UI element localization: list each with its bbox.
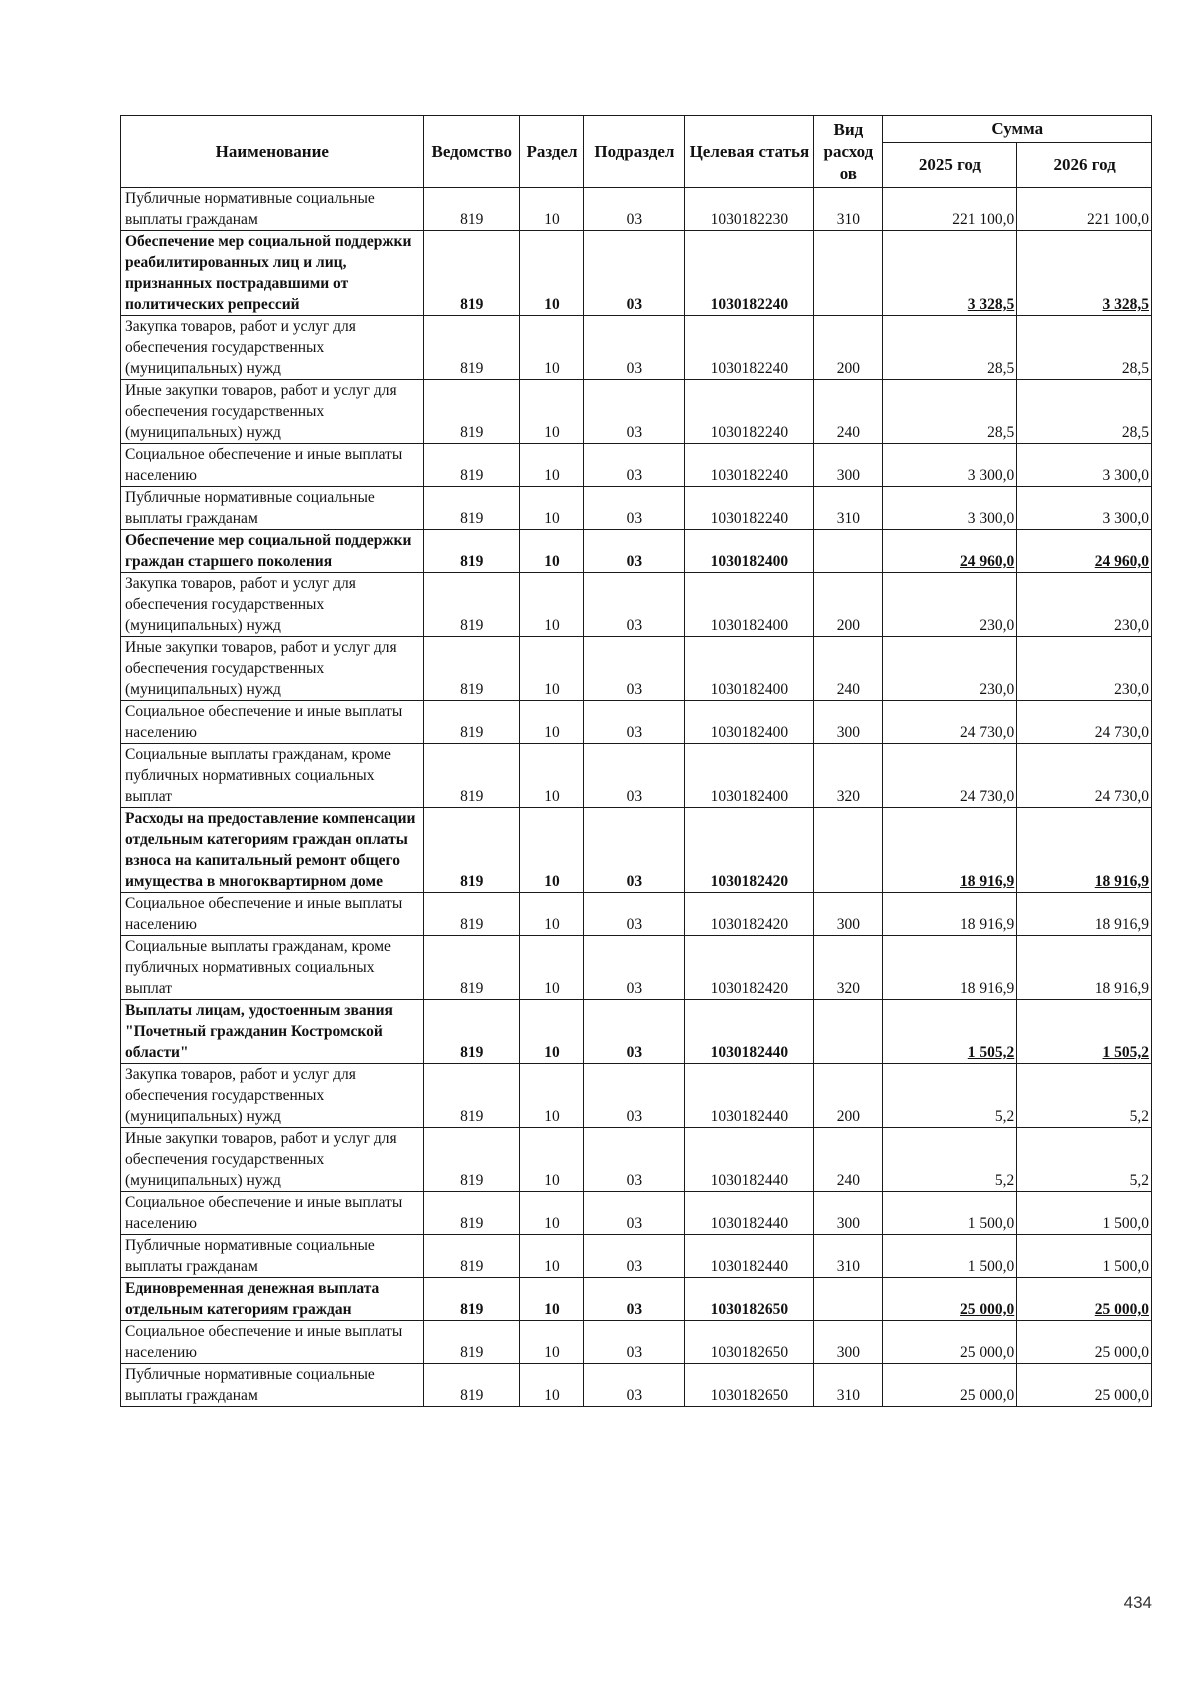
row-target: 1030182650 xyxy=(684,1321,814,1364)
row-subsection: 03 xyxy=(584,530,685,573)
row-amount-2025: 18 916,9 xyxy=(882,893,1017,936)
table-row xyxy=(121,573,1152,637)
row-target: 1030182400 xyxy=(684,530,814,573)
table-row xyxy=(121,380,1152,444)
table-row xyxy=(121,1321,1152,1364)
header-row-1 xyxy=(121,116,1152,143)
row-name: Социальное обеспечение и иные выплаты населению xyxy=(121,893,424,936)
row-expense-type: 300 xyxy=(814,1321,882,1364)
row-subsection: 03 xyxy=(584,1321,685,1364)
row-name: Социальные выплаты гражданам, кроме публичных нормативных социальных выплат xyxy=(121,936,424,1000)
row-dept: 819 xyxy=(423,1321,519,1364)
row-amount-2025: 3 328,5 xyxy=(882,231,1017,316)
row-name: Закупка товаров, работ и услуг для обеспечения государственных (муниципальных) нужд xyxy=(121,1064,424,1128)
header-dept: Ведомство xyxy=(423,116,519,188)
row-subsection: 03 xyxy=(584,744,685,808)
table-row xyxy=(121,1364,1152,1407)
table-row xyxy=(121,936,1152,1000)
row-amount-2025: 3 300,0 xyxy=(882,487,1017,530)
row-target: 1030182440 xyxy=(684,1000,814,1064)
row-amount-2026: 3 300,0 xyxy=(1017,444,1152,487)
row-dept: 819 xyxy=(423,744,519,808)
row-dept: 819 xyxy=(423,1064,519,1128)
row-amount-2026: 230,0 xyxy=(1017,573,1152,637)
row-expense-type: 320 xyxy=(814,936,882,1000)
row-subsection: 03 xyxy=(584,808,685,893)
row-target: 1030182240 xyxy=(684,231,814,316)
table-row xyxy=(121,487,1152,530)
row-section: 10 xyxy=(519,1192,583,1235)
row-target: 1030182650 xyxy=(684,1364,814,1407)
row-expense-type: 310 xyxy=(814,188,882,231)
row-target: 1030182240 xyxy=(684,316,814,380)
row-section: 10 xyxy=(519,701,583,744)
table-row xyxy=(121,701,1152,744)
row-amount-2025: 24 730,0 xyxy=(882,701,1017,744)
row-dept: 819 xyxy=(423,380,519,444)
row-section: 10 xyxy=(519,316,583,380)
row-dept: 819 xyxy=(423,1192,519,1235)
page-number: 434 xyxy=(1123,1593,1152,1612)
row-target: 1030182440 xyxy=(684,1064,814,1128)
row-name: Иные закупки товаров, работ и услуг для обеспечения государственных (муниципальных) нужд xyxy=(121,380,424,444)
row-subsection: 03 xyxy=(584,637,685,701)
row-subsection: 03 xyxy=(584,316,685,380)
row-section: 10 xyxy=(519,231,583,316)
row-target: 1030182650 xyxy=(684,1278,814,1321)
row-amount-2025: 1 505,2 xyxy=(882,1000,1017,1064)
row-subsection: 03 xyxy=(584,1192,685,1235)
table-row xyxy=(121,444,1152,487)
row-expense-type: 310 xyxy=(814,487,882,530)
row-name: Закупка товаров, работ и услуг для обеспечения государственных (муниципальных) нужд xyxy=(121,573,424,637)
row-expense-type: 300 xyxy=(814,893,882,936)
budget-table xyxy=(120,115,1152,1407)
row-name: Публичные нормативные социальные выплаты гражданам xyxy=(121,1235,424,1278)
row-name: Единовременная денежная выплата отдельным категориям граждан xyxy=(121,1278,424,1321)
header-2026: 2026 год xyxy=(1017,143,1152,188)
row-dept: 819 xyxy=(423,1000,519,1064)
table-body xyxy=(121,188,1152,1407)
row-subsection: 03 xyxy=(584,1128,685,1192)
row-dept: 819 xyxy=(423,316,519,380)
table-row xyxy=(121,1235,1152,1278)
table-row xyxy=(121,231,1152,316)
row-expense-type xyxy=(814,231,882,316)
row-expense-type: 200 xyxy=(814,316,882,380)
table-row xyxy=(121,530,1152,573)
row-dept: 819 xyxy=(423,1364,519,1407)
row-subsection: 03 xyxy=(584,573,685,637)
row-amount-2025: 24 730,0 xyxy=(882,744,1017,808)
row-section: 10 xyxy=(519,530,583,573)
row-name: Обеспечение мер социальной поддержки граждан старшего поколения xyxy=(121,530,424,573)
row-target: 1030182400 xyxy=(684,701,814,744)
row-section: 10 xyxy=(519,637,583,701)
row-amount-2026: 24 960,0 xyxy=(1017,530,1152,573)
row-expense-type: 200 xyxy=(814,1064,882,1128)
header-target: Целевая статья xyxy=(684,116,814,188)
header-sum: Сумма xyxy=(882,116,1151,143)
row-subsection: 03 xyxy=(584,1364,685,1407)
row-name: Закупка товаров, работ и услуг для обеспечения государственных (муниципальных) нужд xyxy=(121,316,424,380)
row-target: 1030182240 xyxy=(684,487,814,530)
row-name: Социальное обеспечение и иные выплаты населению xyxy=(121,1321,424,1364)
row-expense-type xyxy=(814,1000,882,1064)
row-expense-type: 310 xyxy=(814,1364,882,1407)
row-name: Обеспечение мер социальной поддержки реабилитированных лиц и лиц, признанных пострадавшими от политических репрессий xyxy=(121,231,424,316)
table-row xyxy=(121,188,1152,231)
row-dept: 819 xyxy=(423,808,519,893)
row-expense-type: 320 xyxy=(814,744,882,808)
row-amount-2026: 18 916,9 xyxy=(1017,808,1152,893)
row-expense-type: 200 xyxy=(814,573,882,637)
row-name: Публичные нормативные социальные выплаты гражданам xyxy=(121,1364,424,1407)
table-row xyxy=(121,1278,1152,1321)
table-row xyxy=(121,1000,1152,1064)
row-dept: 819 xyxy=(423,701,519,744)
row-amount-2025: 5,2 xyxy=(882,1064,1017,1128)
table-header xyxy=(121,116,1152,188)
row-amount-2026: 24 730,0 xyxy=(1017,744,1152,808)
row-subsection: 03 xyxy=(584,1000,685,1064)
row-subsection: 03 xyxy=(584,1235,685,1278)
row-amount-2026: 1 500,0 xyxy=(1017,1235,1152,1278)
row-amount-2026: 25 000,0 xyxy=(1017,1321,1152,1364)
row-target: 1030182230 xyxy=(684,188,814,231)
row-amount-2026: 1 500,0 xyxy=(1017,1192,1152,1235)
row-section: 10 xyxy=(519,444,583,487)
row-subsection: 03 xyxy=(584,444,685,487)
row-subsection: 03 xyxy=(584,380,685,444)
row-amount-2026: 28,5 xyxy=(1017,380,1152,444)
table-row xyxy=(121,316,1152,380)
row-section: 10 xyxy=(519,1235,583,1278)
row-amount-2026: 5,2 xyxy=(1017,1064,1152,1128)
row-section: 10 xyxy=(519,1128,583,1192)
row-expense-type: 300 xyxy=(814,444,882,487)
row-target: 1030182440 xyxy=(684,1128,814,1192)
row-name: Публичные нормативные социальные выплаты гражданам xyxy=(121,487,424,530)
row-target: 1030182400 xyxy=(684,637,814,701)
row-subsection: 03 xyxy=(584,701,685,744)
row-target: 1030182440 xyxy=(684,1192,814,1235)
row-amount-2025: 25 000,0 xyxy=(882,1364,1017,1407)
row-amount-2026: 18 916,9 xyxy=(1017,936,1152,1000)
row-name: Социальное обеспечение и иные выплаты населению xyxy=(121,444,424,487)
row-section: 10 xyxy=(519,893,583,936)
row-target: 1030182240 xyxy=(684,380,814,444)
row-target: 1030182420 xyxy=(684,808,814,893)
row-amount-2025: 5,2 xyxy=(882,1128,1017,1192)
row-amount-2026: 230,0 xyxy=(1017,637,1152,701)
row-expense-type xyxy=(814,530,882,573)
row-amount-2025: 28,5 xyxy=(882,380,1017,444)
row-section: 10 xyxy=(519,808,583,893)
row-section: 10 xyxy=(519,936,583,1000)
row-amount-2025: 221 100,0 xyxy=(882,188,1017,231)
row-section: 10 xyxy=(519,573,583,637)
row-section: 10 xyxy=(519,1278,583,1321)
row-amount-2026: 18 916,9 xyxy=(1017,893,1152,936)
row-target: 1030182420 xyxy=(684,893,814,936)
table-row xyxy=(121,1128,1152,1192)
row-expense-type xyxy=(814,1278,882,1321)
row-expense-type: 240 xyxy=(814,1128,882,1192)
row-amount-2026: 28,5 xyxy=(1017,316,1152,380)
row-dept: 819 xyxy=(423,444,519,487)
row-section: 10 xyxy=(519,380,583,444)
table-row xyxy=(121,1064,1152,1128)
row-subsection: 03 xyxy=(584,936,685,1000)
row-name: Выплаты лицам, удостоенным звания "Почетный гражданин Костромской области" xyxy=(121,1000,424,1064)
row-amount-2026: 25 000,0 xyxy=(1017,1278,1152,1321)
header-expense-type: Вид расход ов xyxy=(814,116,882,188)
row-dept: 819 xyxy=(423,573,519,637)
row-name: Социальное обеспечение и иные выплаты населению xyxy=(121,1192,424,1235)
row-amount-2025: 18 916,9 xyxy=(882,936,1017,1000)
row-target: 1030182400 xyxy=(684,744,814,808)
row-name: Иные закупки товаров, работ и услуг для обеспечения государственных (муниципальных) нужд xyxy=(121,1128,424,1192)
row-subsection: 03 xyxy=(584,1278,685,1321)
row-subsection: 03 xyxy=(584,188,685,231)
row-amount-2025: 1 500,0 xyxy=(882,1192,1017,1235)
header-2025: 2025 год xyxy=(882,143,1017,188)
row-dept: 819 xyxy=(423,1235,519,1278)
row-amount-2026: 1 505,2 xyxy=(1017,1000,1152,1064)
row-dept: 819 xyxy=(423,893,519,936)
row-amount-2025: 230,0 xyxy=(882,573,1017,637)
row-dept: 819 xyxy=(423,936,519,1000)
row-expense-type: 300 xyxy=(814,701,882,744)
row-dept: 819 xyxy=(423,1128,519,1192)
row-subsection: 03 xyxy=(584,487,685,530)
row-name: Публичные нормативные социальные выплаты гражданам xyxy=(121,188,424,231)
row-amount-2026: 25 000,0 xyxy=(1017,1364,1152,1407)
row-dept: 819 xyxy=(423,1278,519,1321)
row-name: Иные закупки товаров, работ и услуг для обеспечения государственных (муниципальных) нужд xyxy=(121,637,424,701)
row-subsection: 03 xyxy=(584,1064,685,1128)
row-amount-2026: 3 328,5 xyxy=(1017,231,1152,316)
table-row xyxy=(121,808,1152,893)
row-amount-2026: 221 100,0 xyxy=(1017,188,1152,231)
row-name: Социальное обеспечение и иные выплаты населению xyxy=(121,701,424,744)
row-amount-2026: 5,2 xyxy=(1017,1128,1152,1192)
row-amount-2025: 18 916,9 xyxy=(882,808,1017,893)
row-target: 1030182400 xyxy=(684,573,814,637)
table-row xyxy=(121,744,1152,808)
row-section: 10 xyxy=(519,487,583,530)
row-amount-2026: 3 300,0 xyxy=(1017,487,1152,530)
row-name: Социальные выплаты гражданам, кроме публичных нормативных социальных выплат xyxy=(121,744,424,808)
row-section: 10 xyxy=(519,1064,583,1128)
row-name: Расходы на предоставление компенсации отдельным категориям граждан оплаты взноса на капитальный ремонт общего имущества в многоквартирном доме xyxy=(121,808,424,893)
row-section: 10 xyxy=(519,1364,583,1407)
row-dept: 819 xyxy=(423,530,519,573)
row-target: 1030182440 xyxy=(684,1235,814,1278)
row-section: 10 xyxy=(519,1000,583,1064)
row-dept: 819 xyxy=(423,231,519,316)
row-amount-2025: 24 960,0 xyxy=(882,530,1017,573)
row-target: 1030182240 xyxy=(684,444,814,487)
row-amount-2026: 24 730,0 xyxy=(1017,701,1152,744)
row-amount-2025: 25 000,0 xyxy=(882,1278,1017,1321)
row-amount-2025: 230,0 xyxy=(882,637,1017,701)
row-expense-type: 240 xyxy=(814,380,882,444)
header-subsection: Подраздел xyxy=(584,116,685,188)
row-expense-type xyxy=(814,808,882,893)
row-dept: 819 xyxy=(423,188,519,231)
row-section: 10 xyxy=(519,1321,583,1364)
row-amount-2025: 3 300,0 xyxy=(882,444,1017,487)
row-target: 1030182420 xyxy=(684,936,814,1000)
row-amount-2025: 25 000,0 xyxy=(882,1321,1017,1364)
row-subsection: 03 xyxy=(584,893,685,936)
header-section: Раздел xyxy=(519,116,583,188)
row-expense-type: 300 xyxy=(814,1192,882,1235)
row-dept: 819 xyxy=(423,637,519,701)
row-subsection: 03 xyxy=(584,231,685,316)
row-amount-2025: 1 500,0 xyxy=(882,1235,1017,1278)
table-row xyxy=(121,893,1152,936)
row-section: 10 xyxy=(519,188,583,231)
row-section: 10 xyxy=(519,744,583,808)
header-name: Наименование xyxy=(121,116,424,188)
row-amount-2025: 28,5 xyxy=(882,316,1017,380)
row-expense-type: 310 xyxy=(814,1235,882,1278)
table-row xyxy=(121,637,1152,701)
row-expense-type: 240 xyxy=(814,637,882,701)
table-row xyxy=(121,1192,1152,1235)
row-dept: 819 xyxy=(423,487,519,530)
